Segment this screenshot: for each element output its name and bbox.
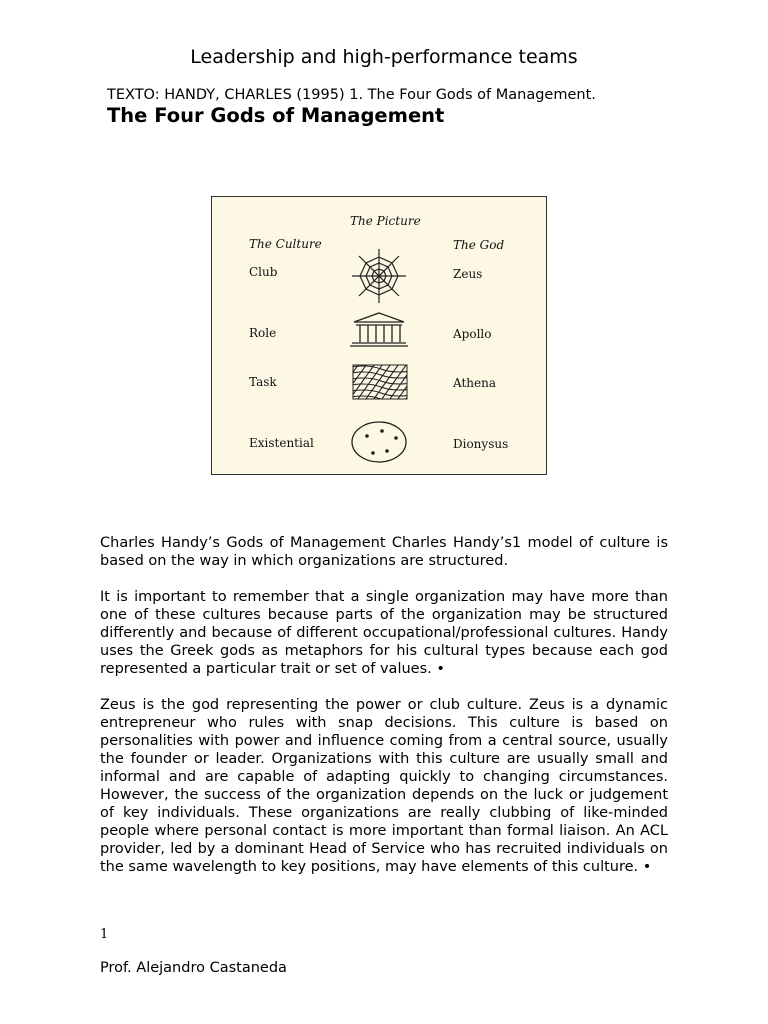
footnote-number: 1 bbox=[100, 927, 109, 942]
paragraph-intro: Charles Handy’s Gods of Management Charles Handy’s1 model of culture is based on the way in which organizations are structured. bbox=[100, 535, 668, 569]
document-title: The Four Gods of Management bbox=[107, 104, 445, 127]
figure-col-culture: The Culture bbox=[249, 237, 322, 251]
net-grid-icon bbox=[351, 363, 409, 401]
dotted-circle-icon bbox=[349, 419, 409, 465]
figure-col-picture: The Picture bbox=[350, 214, 421, 228]
author-name: Prof. Alejandro Castaneda bbox=[100, 960, 287, 976]
figure-culture-task: Task bbox=[249, 375, 277, 389]
spider-web-icon bbox=[348, 247, 410, 305]
figure-god-athena: Athena bbox=[453, 376, 496, 390]
page-header-title: Leadership and high-performance teams bbox=[190, 46, 578, 68]
figure-god-zeus: Zeus bbox=[453, 267, 483, 281]
figure-culture-existential: Existential bbox=[249, 436, 314, 450]
figure-god-apollo: Apollo bbox=[453, 327, 492, 341]
figure-culture-role: Role bbox=[249, 326, 277, 340]
four-gods-figure bbox=[211, 196, 547, 475]
figure-culture-club: Club bbox=[249, 265, 278, 279]
paragraph-zeus: Zeus is the god representing the power or club culture. Zeus is a dynamic entrepreneur who rules with snap decisions. This culture is based on personalities with power and influence coming from a central source, usually the founder or leader. Organizations with this culture are usually small and informal and are capable of adapting quickly to changing circumstances. However, the success of the organization depends on the luck or judgement of key individuals. These organizations are really clubbing of like-minded people where personal contact is more important than formal liaison. An ACL provider, led by a dominant Head of Service who has recruited individuals on the same wavelength to key positions, may have elements of this culture. • bbox=[100, 697, 668, 875]
temple-icon bbox=[348, 311, 410, 349]
paragraph-cultures: It is important to remember that a single organization may have more than one of these cultures because parts of the organization may be structured differently and because of different occupational/professional cultures. Handy uses the Greek gods as metaphors for his cultural types because each god represented a particular trait or set of values. • bbox=[100, 589, 668, 677]
figure-col-god: The God bbox=[453, 238, 505, 252]
source-citation: TEXTO: HANDY, CHARLES (1995) 1. The Four Gods of Management. bbox=[107, 87, 596, 103]
figure-god-dionysus: Dionysus bbox=[453, 437, 509, 451]
body-text bbox=[100, 534, 668, 894]
